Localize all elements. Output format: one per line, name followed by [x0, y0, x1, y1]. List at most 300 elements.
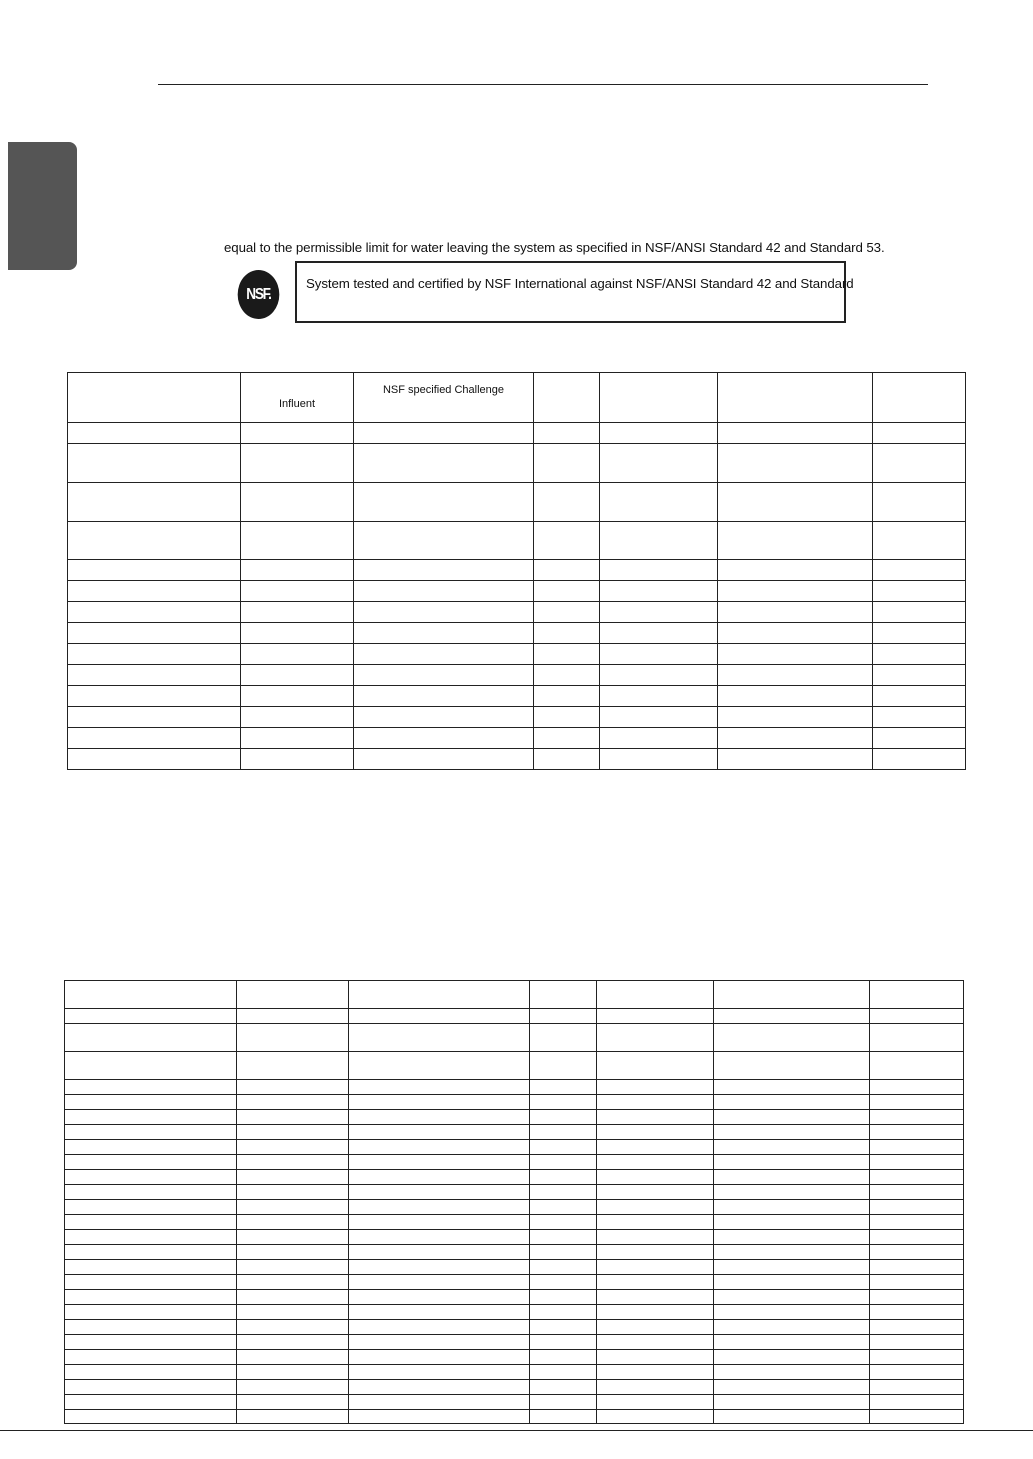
table-cell — [237, 981, 349, 1009]
table-cell — [870, 1395, 964, 1410]
table-cell — [870, 1290, 964, 1305]
table-cell — [718, 728, 873, 749]
table-cell — [597, 1380, 714, 1395]
table-cell — [237, 1410, 349, 1424]
table-row — [65, 1380, 964, 1395]
table-row — [68, 686, 966, 707]
table-cell — [600, 423, 718, 444]
table-cell — [870, 1245, 964, 1260]
table-cell — [354, 423, 534, 444]
table-cell — [597, 1365, 714, 1380]
table-cell — [714, 1410, 870, 1424]
table-cell — [65, 1410, 237, 1424]
table-cell — [870, 1410, 964, 1424]
table-cell — [68, 560, 241, 581]
certification-text: System tested and certified by NSF International against NSF/ANSI Standard 42 and Standard — [306, 276, 854, 291]
header-influent: Influent — [278, 398, 316, 410]
table-cell — [65, 1395, 237, 1410]
table-cell — [534, 444, 600, 483]
table-cell — [530, 1320, 597, 1335]
table-cell — [870, 1052, 964, 1080]
table-cell — [597, 1335, 714, 1350]
table-cell — [68, 644, 241, 665]
table-cell — [354, 581, 534, 602]
table-cell — [534, 749, 600, 770]
nsf-logo-icon: NSF. — [238, 270, 280, 319]
table-cell — [714, 1052, 870, 1080]
table-cell — [534, 560, 600, 581]
table-cell — [718, 602, 873, 623]
table-cell — [354, 665, 534, 686]
table-cell — [65, 1305, 237, 1320]
table-cell — [597, 1200, 714, 1215]
table-cell — [714, 1365, 870, 1380]
table-cell — [714, 1170, 870, 1185]
table-cell — [349, 1110, 530, 1125]
performance-table-2 — [64, 980, 964, 1424]
table-cell — [718, 665, 873, 686]
table-cell — [597, 1230, 714, 1245]
table-cell — [597, 1245, 714, 1260]
table-cell — [237, 1320, 349, 1335]
table-cell — [534, 728, 600, 749]
table-cell — [714, 1245, 870, 1260]
table-cell — [241, 483, 354, 522]
table-cell — [68, 581, 241, 602]
table-cell — [600, 707, 718, 728]
table-cell — [600, 686, 718, 707]
table-cell — [597, 1155, 714, 1170]
table-row — [65, 1350, 964, 1365]
table-cell — [597, 1125, 714, 1140]
table-cell — [349, 1245, 530, 1260]
table-cell — [349, 1380, 530, 1395]
table-cell — [714, 1320, 870, 1335]
table-cell — [530, 1230, 597, 1245]
table-row — [68, 623, 966, 644]
table-cell — [237, 1275, 349, 1290]
table-cell — [68, 665, 241, 686]
table-cell — [65, 1110, 237, 1125]
table-cell — [237, 1245, 349, 1260]
performance-table — [67, 372, 966, 770]
header-cell — [241, 373, 354, 423]
table-row — [65, 1125, 964, 1140]
table-cell — [530, 1110, 597, 1125]
table-cell — [714, 1275, 870, 1290]
table-cell — [68, 686, 241, 707]
table-cell — [237, 1350, 349, 1365]
table-cell — [714, 1200, 870, 1215]
table-cell — [870, 1350, 964, 1365]
table-cell — [530, 1024, 597, 1052]
table-cell — [714, 1215, 870, 1230]
table-cell — [241, 623, 354, 644]
header-cell — [354, 373, 534, 423]
table-cell — [65, 1125, 237, 1140]
table-cell — [597, 1024, 714, 1052]
table-cell — [873, 686, 966, 707]
table-cell — [237, 1305, 349, 1320]
table-cell — [65, 1200, 237, 1215]
table-cell — [68, 749, 241, 770]
table-cell — [237, 1095, 349, 1110]
table-cell — [65, 1320, 237, 1335]
table-cell — [65, 1335, 237, 1350]
table-cell — [600, 560, 718, 581]
table-cell — [873, 483, 966, 522]
table-cell — [870, 1140, 964, 1155]
table-cell — [237, 1170, 349, 1185]
table-cell — [530, 1170, 597, 1185]
table-row — [65, 1215, 964, 1230]
table-cell — [354, 602, 534, 623]
table-cell — [530, 1305, 597, 1320]
table-row — [65, 1024, 964, 1052]
table-row — [65, 1365, 964, 1380]
table-cell — [530, 1365, 597, 1380]
table-row — [65, 1170, 964, 1185]
table-cell — [241, 444, 354, 483]
table-cell — [349, 1230, 530, 1245]
table-cell — [354, 560, 534, 581]
table-cell — [530, 1215, 597, 1230]
table-cell — [237, 1125, 349, 1140]
table-cell — [237, 1230, 349, 1245]
table-cell — [530, 1125, 597, 1140]
table-cell — [530, 1380, 597, 1395]
table-cell — [354, 686, 534, 707]
table-cell — [870, 1155, 964, 1170]
table-cell — [354, 644, 534, 665]
header-cell — [534, 373, 600, 423]
table-cell — [597, 1395, 714, 1410]
table-cell — [870, 1275, 964, 1290]
table-cell — [237, 1052, 349, 1080]
table-cell — [68, 423, 241, 444]
table-cell — [714, 1125, 870, 1140]
table-cell — [530, 1080, 597, 1095]
table-cell — [354, 707, 534, 728]
table-row — [65, 1395, 964, 1410]
table-cell — [873, 707, 966, 728]
table-cell — [534, 483, 600, 522]
section-tab — [8, 142, 77, 270]
table-cell — [870, 1095, 964, 1110]
table-cell — [534, 581, 600, 602]
table-cell — [718, 423, 873, 444]
table-cell — [349, 1140, 530, 1155]
table-cell — [354, 483, 534, 522]
table-cell — [65, 1350, 237, 1365]
table-cell — [237, 1290, 349, 1305]
table-cell — [873, 644, 966, 665]
table-cell — [870, 1024, 964, 1052]
table-row — [68, 728, 966, 749]
table-cell — [237, 1215, 349, 1230]
table-row — [65, 1335, 964, 1350]
table-cell — [597, 1095, 714, 1110]
header-rule — [158, 84, 928, 85]
table-cell — [241, 728, 354, 749]
table-cell — [873, 581, 966, 602]
table-row — [65, 1155, 964, 1170]
table-cell — [349, 1095, 530, 1110]
table-cell — [714, 1350, 870, 1365]
table-cell — [349, 1125, 530, 1140]
table-cell — [530, 1395, 597, 1410]
table-cell — [718, 686, 873, 707]
table-cell — [714, 1095, 870, 1110]
table-cell — [349, 1350, 530, 1365]
header-cell — [718, 373, 873, 423]
table-cell — [870, 1320, 964, 1335]
table-cell — [237, 1395, 349, 1410]
table-cell — [65, 981, 237, 1009]
table-cell — [718, 581, 873, 602]
table-cell — [68, 483, 241, 522]
table-cell — [718, 444, 873, 483]
table-cell — [534, 707, 600, 728]
table-cell — [237, 1200, 349, 1215]
table-cell — [870, 1170, 964, 1185]
table-cell — [597, 1052, 714, 1080]
table-cell — [597, 1290, 714, 1305]
table-cell — [237, 1009, 349, 1024]
table-cell — [530, 1275, 597, 1290]
table-cell — [873, 444, 966, 483]
table-cell — [530, 1410, 597, 1424]
table-cell — [237, 1335, 349, 1350]
table-cell — [530, 1335, 597, 1350]
table-cell — [349, 1260, 530, 1275]
table-cell — [714, 1140, 870, 1155]
table-cell — [534, 665, 600, 686]
table-cell — [873, 423, 966, 444]
table-cell — [534, 644, 600, 665]
table-cell — [349, 1290, 530, 1305]
table-cell — [870, 1380, 964, 1395]
table-cell — [530, 1009, 597, 1024]
table-cell — [354, 749, 534, 770]
table-cell — [597, 1275, 714, 1290]
table-cell — [873, 749, 966, 770]
table-cell — [714, 1395, 870, 1410]
table-row — [68, 522, 966, 560]
table-cell — [68, 707, 241, 728]
table-cell — [237, 1080, 349, 1095]
table-row — [65, 1052, 964, 1080]
table-row — [68, 444, 966, 483]
table-cell — [349, 1365, 530, 1380]
table-row — [68, 483, 966, 522]
table-cell — [349, 1052, 530, 1080]
table-cell — [349, 1200, 530, 1215]
table-cell — [530, 1260, 597, 1275]
table-cell — [354, 728, 534, 749]
table-cell — [65, 1365, 237, 1380]
table-cell — [600, 602, 718, 623]
table-cell — [68, 444, 241, 483]
table-cell — [237, 1260, 349, 1275]
table-cell — [870, 1335, 964, 1350]
table-cell — [349, 1185, 530, 1200]
table-cell — [597, 1350, 714, 1365]
table-cell — [534, 522, 600, 560]
table-cell — [597, 1110, 714, 1125]
table-cell — [68, 602, 241, 623]
table-cell — [237, 1365, 349, 1380]
table-cell — [714, 1305, 870, 1320]
table-row — [65, 1245, 964, 1260]
table-cell — [597, 1009, 714, 1024]
table-row — [65, 1080, 964, 1095]
table-cell — [530, 1245, 597, 1260]
table-cell — [870, 1200, 964, 1215]
table-cell — [718, 707, 873, 728]
table-cell — [597, 981, 714, 1009]
table-cell — [65, 1290, 237, 1305]
table-row — [65, 1260, 964, 1275]
table-cell — [530, 1140, 597, 1155]
table-cell — [65, 1260, 237, 1275]
table-cell — [873, 560, 966, 581]
table-row — [68, 560, 966, 581]
table-cell — [241, 665, 354, 686]
table-cell — [349, 1155, 530, 1170]
table-cell — [714, 1080, 870, 1095]
header-cell — [873, 373, 966, 423]
table-cell — [714, 1260, 870, 1275]
table-cell — [718, 522, 873, 560]
table-cell — [534, 602, 600, 623]
table-cell — [600, 522, 718, 560]
table-cell — [600, 483, 718, 522]
table-cell — [237, 1380, 349, 1395]
table-cell — [718, 623, 873, 644]
table-cell — [237, 1110, 349, 1125]
table-cell — [714, 1110, 870, 1125]
table-cell — [241, 423, 354, 444]
table-cell — [530, 1185, 597, 1200]
table-cell — [870, 981, 964, 1009]
table-cell — [530, 1155, 597, 1170]
table-cell — [600, 581, 718, 602]
table-cell — [597, 1080, 714, 1095]
table-cell — [718, 644, 873, 665]
table-cell — [65, 1230, 237, 1245]
certification-box — [295, 261, 854, 323]
table-cell — [597, 1170, 714, 1185]
table-cell — [870, 1305, 964, 1320]
table-cell — [870, 1080, 964, 1095]
table-cell — [534, 423, 600, 444]
table-cell — [241, 522, 354, 560]
table-cell — [530, 1095, 597, 1110]
table-cell — [68, 522, 241, 560]
table-cell — [68, 623, 241, 644]
table-row — [65, 1275, 964, 1290]
table-cell — [714, 1185, 870, 1200]
table-row — [65, 1320, 964, 1335]
table-cell — [714, 1335, 870, 1350]
table-cell — [870, 1365, 964, 1380]
table-cell — [534, 686, 600, 707]
table-row — [68, 665, 966, 686]
table-cell — [873, 665, 966, 686]
table-cell — [65, 1275, 237, 1290]
table-cell — [873, 522, 966, 560]
table-cell — [349, 1024, 530, 1052]
table-cell — [530, 1200, 597, 1215]
table-cell — [534, 623, 600, 644]
table-cell — [349, 1335, 530, 1350]
table-cell — [237, 1155, 349, 1170]
table-row — [65, 1290, 964, 1305]
table-cell — [354, 444, 534, 483]
table-cell — [600, 644, 718, 665]
table-row — [68, 602, 966, 623]
header-cell — [68, 373, 241, 423]
table-cell — [349, 1080, 530, 1095]
table-cell — [65, 1052, 237, 1080]
table-cell — [870, 1185, 964, 1200]
table-cell — [873, 728, 966, 749]
table-cell — [714, 1155, 870, 1170]
table-cell — [349, 1305, 530, 1320]
table-cell — [349, 1009, 530, 1024]
table-row — [65, 1305, 964, 1320]
table-row — [65, 1185, 964, 1200]
table-cell — [718, 483, 873, 522]
table-cell — [349, 1275, 530, 1290]
table-cell — [714, 1380, 870, 1395]
table-cell — [65, 1024, 237, 1052]
table-cell — [530, 981, 597, 1009]
table-row — [65, 1410, 964, 1424]
table-cell — [65, 1185, 237, 1200]
table-cell — [349, 1170, 530, 1185]
table-cell — [873, 623, 966, 644]
table-cell — [600, 665, 718, 686]
table-cell — [600, 623, 718, 644]
table-cell — [354, 522, 534, 560]
table-cell — [597, 1140, 714, 1155]
table-cell — [241, 686, 354, 707]
table-row — [68, 644, 966, 665]
table-row — [68, 423, 966, 444]
table-cell — [718, 749, 873, 770]
table-cell — [870, 1125, 964, 1140]
table-cell — [241, 749, 354, 770]
table-cell — [530, 1290, 597, 1305]
table-row — [65, 1110, 964, 1125]
table-cell — [870, 1009, 964, 1024]
table-cell — [600, 749, 718, 770]
table-cell — [349, 1410, 530, 1424]
table-cell — [65, 1170, 237, 1185]
table-row — [65, 981, 964, 1009]
table-cell — [870, 1215, 964, 1230]
table-cell — [597, 1305, 714, 1320]
table-cell — [65, 1155, 237, 1170]
table-row — [65, 1095, 964, 1110]
table-cell — [349, 1395, 530, 1410]
table-cell — [600, 444, 718, 483]
table-cell — [68, 728, 241, 749]
header-challenge: NSF specified Challenge — [382, 384, 505, 396]
table-cell — [873, 602, 966, 623]
